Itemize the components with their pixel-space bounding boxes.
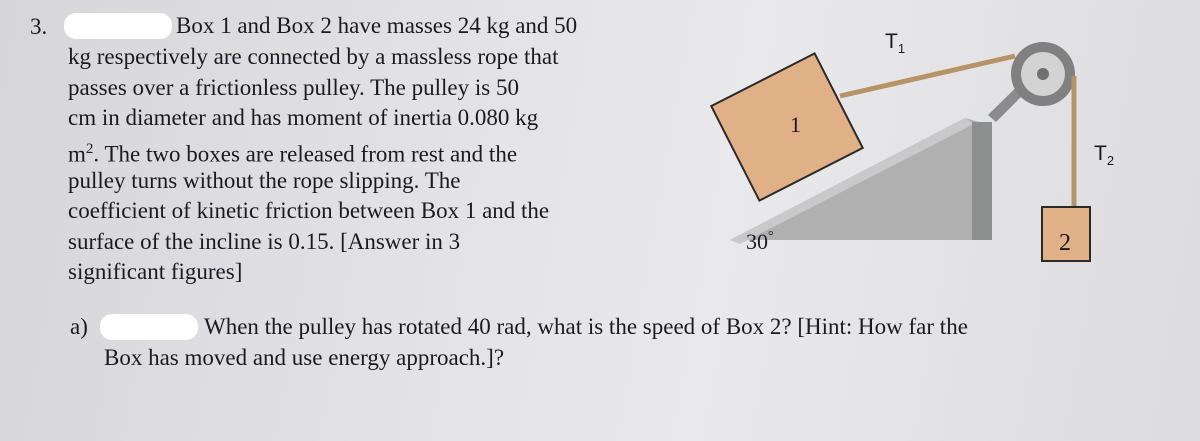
pulley-support-post	[972, 122, 992, 240]
box-1-label: 1	[790, 112, 801, 137]
unit-exponent: 2	[85, 141, 94, 157]
problem-line-7: coefficient of kinetic friction between Box 1 and the	[68, 198, 550, 223]
problem-line-2: kg respectively are connected by a massless rope that	[68, 44, 559, 69]
problem-line-5	[68, 135, 517, 169]
problem-line-4: cm in diameter and has moment of inertia 0.080 kg	[68, 105, 539, 130]
problem-line-5-rest: . The two boxes are released from rest and the	[93, 141, 518, 167]
problem-line-6: pulley turns without the rope slipping. The	[68, 168, 461, 193]
tension-t1-subscript: 1	[897, 41, 906, 56]
tension-t1-label: $T_1$	[885, 30, 906, 56]
problem-line-3: passes over a frictionless pulley. The pulley is 50	[68, 75, 519, 100]
redaction-block	[64, 13, 172, 39]
tension-t2-subscript: 2	[1106, 153, 1115, 168]
box-1	[711, 53, 862, 200]
redaction-block-part-a	[100, 314, 198, 340]
problem-line-8: surface of the incline is 0.15. [Answer in 3	[68, 229, 461, 254]
unit-m: m	[68, 141, 86, 167]
problem-number: 3.	[30, 14, 48, 39]
tension-t2-label: $T_2$	[1094, 142, 1115, 168]
part-a-line-1: When the pulley has rotated 40 rad, what is the speed of Box 2? [Hint: How far the	[204, 314, 968, 339]
problem-line-9: significant figures]	[68, 259, 243, 284]
part-a-label: a)	[70, 314, 88, 339]
box-2-label: 2	[1059, 230, 1071, 256]
angle-label: 30°	[746, 229, 774, 254]
part-a-line-2: Box has moved and use energy approach.]?	[104, 345, 505, 370]
pulley-axle	[1037, 68, 1049, 80]
incline-pulley-diagram	[690, 0, 1200, 300]
problem-line-1: Box 1 and Box 2 have masses 24 kg and 50	[176, 13, 578, 38]
degree-symbol: °	[768, 229, 774, 244]
rope-t1	[840, 56, 1015, 96]
